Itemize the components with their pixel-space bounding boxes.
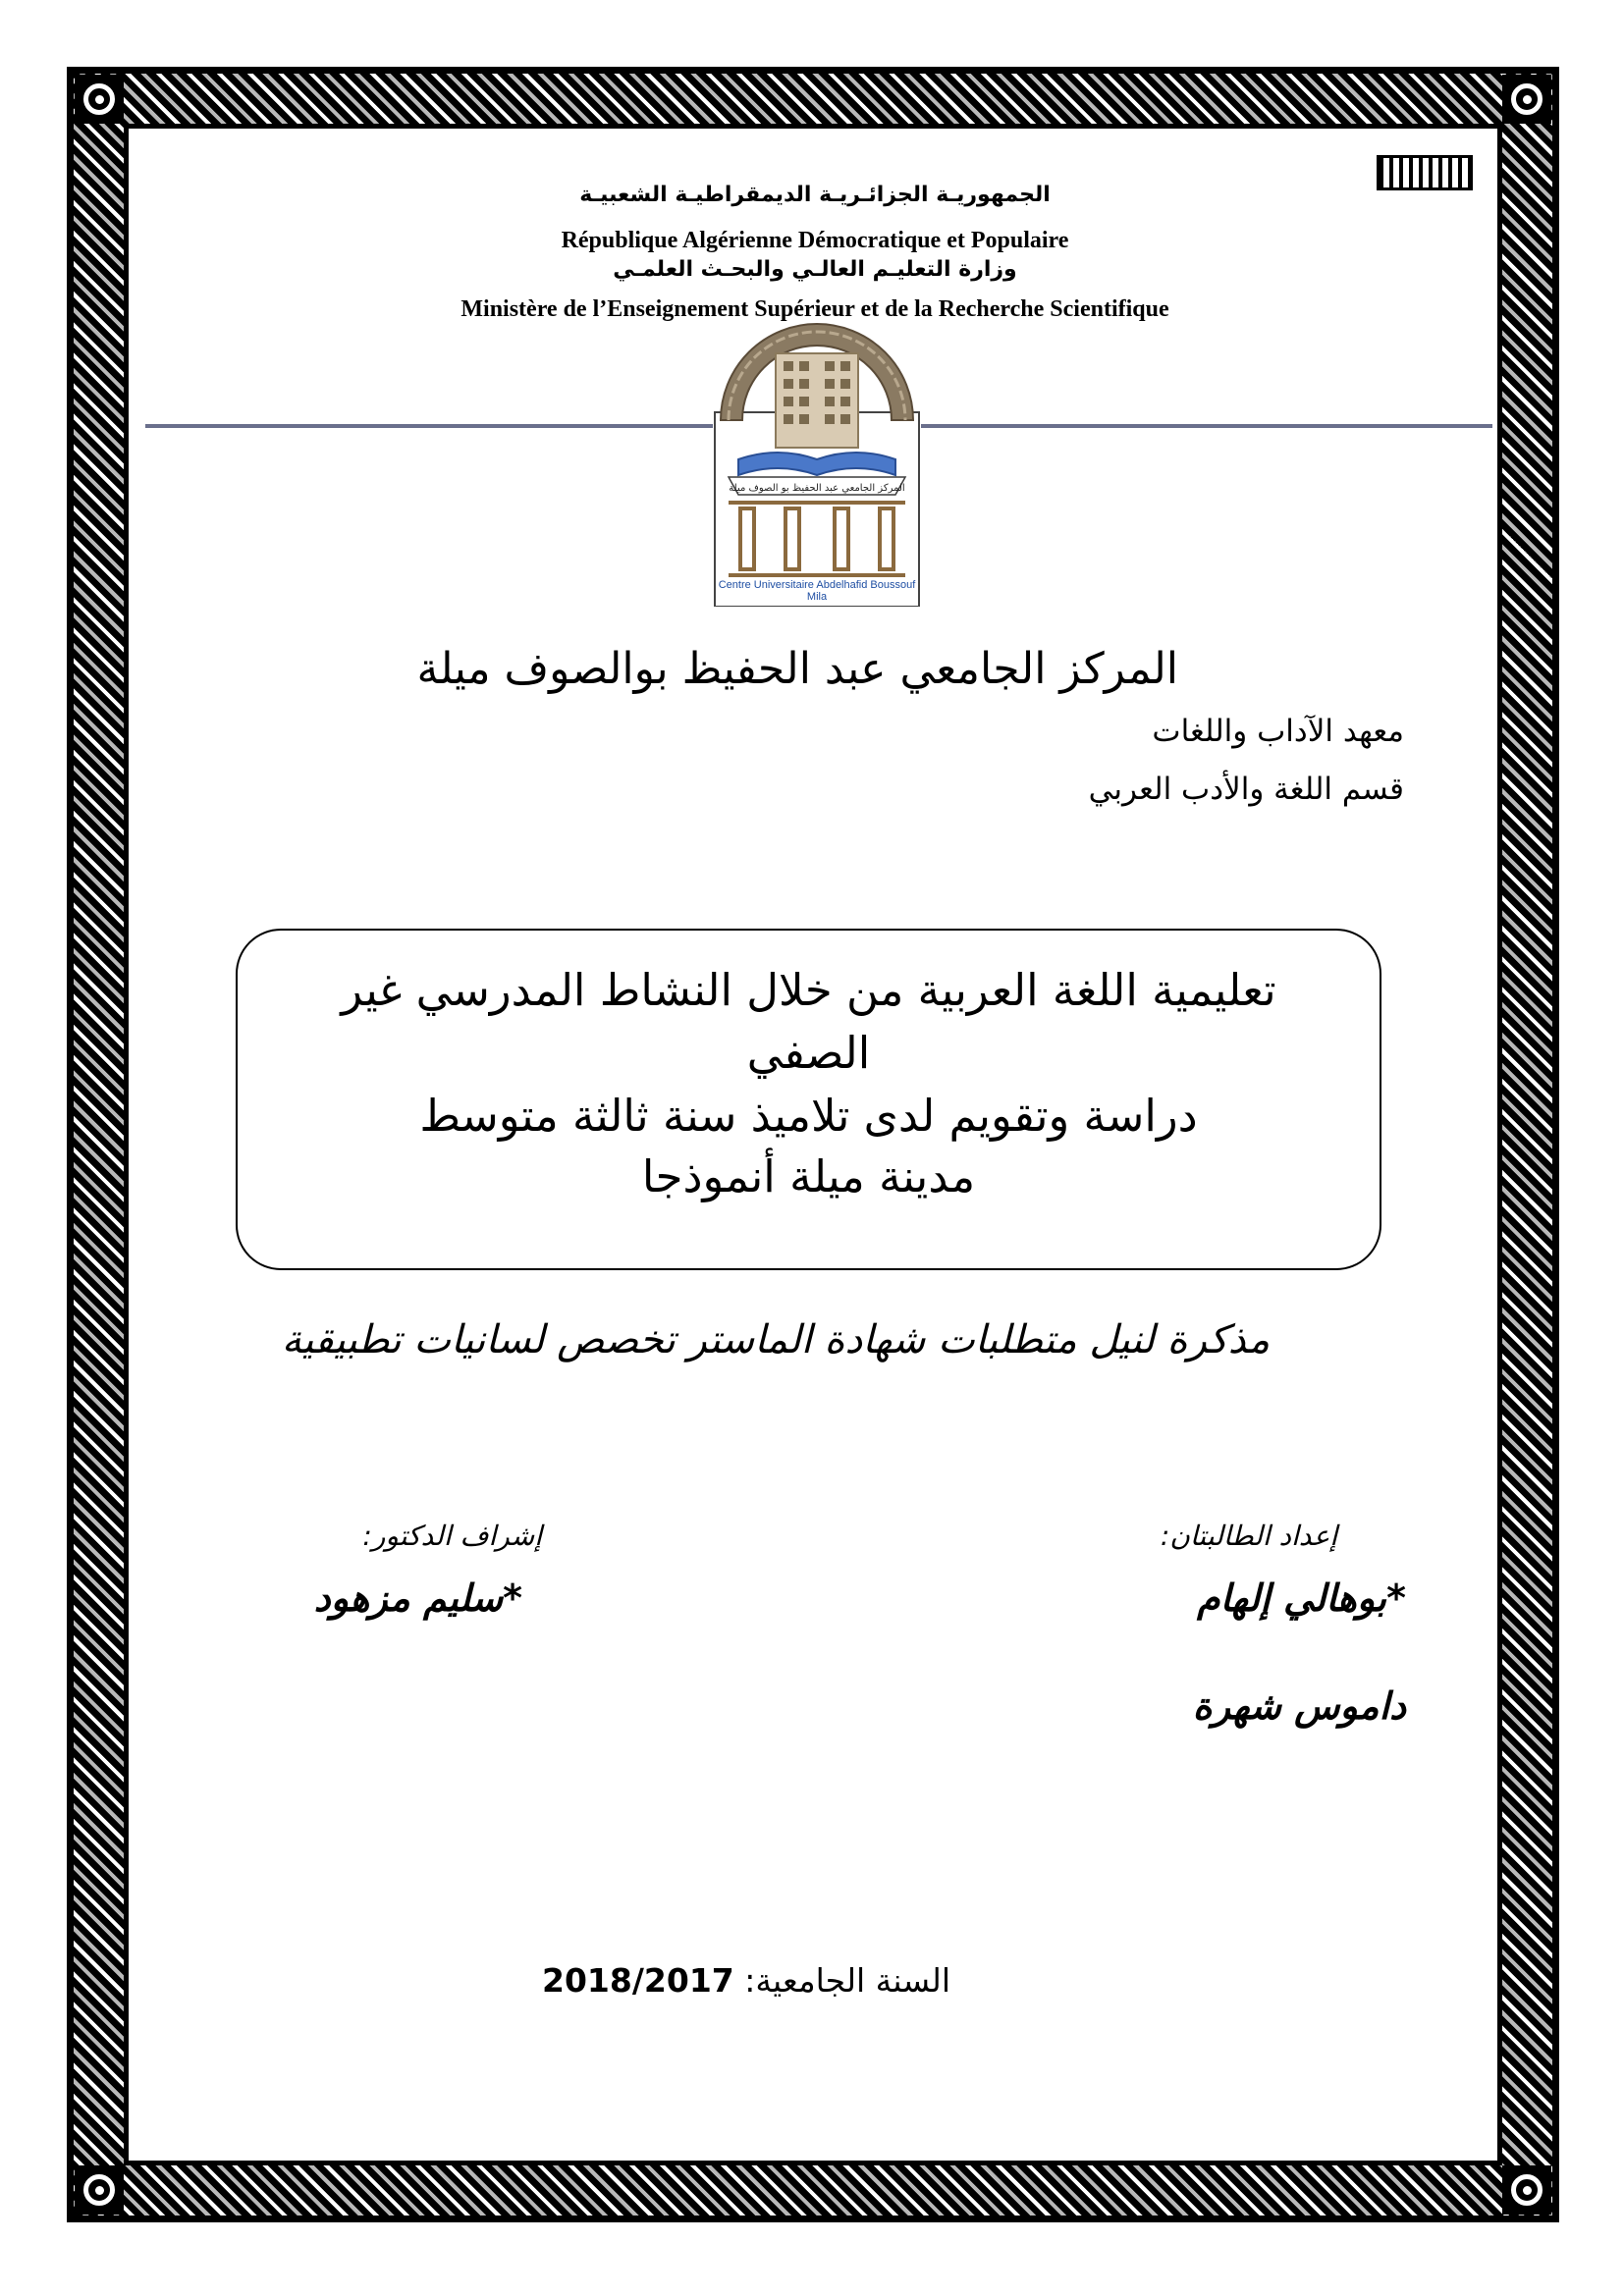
corner-ornament-icon — [1502, 2165, 1551, 2215]
republic-name-french: République Algérienne Démocratique et Populaire — [561, 228, 1069, 253]
barcode-icon — [1377, 155, 1473, 190]
department-name: قسم اللغة والأدب العربي — [1088, 772, 1404, 807]
thesis-subtitle-line: دراسة وتقويم لدى تلاميذ سنة ثالثة متوسط — [419, 1090, 1198, 1142]
student-name: *بوهالي إلهام — [1197, 1576, 1406, 1620]
corner-ornament-icon — [1502, 75, 1551, 124]
header-rule-right — [921, 424, 1492, 428]
academic-year — [491, 1961, 1001, 2000]
ministry-name-french: Ministère de l’Enseignement Supérieur et de la Recherche Scientifique — [460, 296, 1169, 322]
logo-caption: Centre Universitaire Abdelhafid Boussouf Mila — [718, 579, 916, 603]
corner-ornament-icon — [75, 2165, 124, 2215]
academic-year-value: 2018/2017 — [542, 1961, 734, 2000]
students-label: إعداد الطالبتان: — [1160, 1520, 1337, 1552]
thesis-degree-note: مذكرة لنيل متطلبات شهادة الماستر تخصص لسانيات تطبيقية — [281, 1317, 1271, 1362]
thesis-title-line: تعليمية اللغة العربية من خلال النشاط المدرسي غير — [341, 964, 1276, 1016]
ministry-name-arabic: وزارة التعليـم العالـي والبحـث العلمـي — [613, 257, 1017, 282]
svg-text:المركز الجامعي عبد الحفيظ بو ا: المركز الجامعي عبد الحفيظ بو الصوف ميلة — [729, 483, 905, 494]
supervisor-label: إشراف الدكتور: — [362, 1520, 542, 1552]
faculty-name: معهد الآداب واللغات — [1152, 714, 1404, 749]
university-logo — [699, 302, 935, 607]
institution-name: المركز الجامعي عبد الحفيظ بوالصوف ميلة — [416, 644, 1178, 694]
thesis-title-line: الصفي — [746, 1027, 871, 1079]
student-name: داموس شهرة — [1192, 1684, 1406, 1728]
thesis-subtitle-line: مدينة ميلة أنموذجا — [641, 1150, 976, 1202]
academic-year-label: السنة الجامعية: — [744, 1961, 950, 2000]
supervisor-name: *سليم مزهود — [313, 1576, 522, 1620]
header-rule-left — [145, 424, 713, 428]
republic-name-arabic: الجمهوريـة الجزائـريـة الديمقراطيـة الشعبيـة — [579, 183, 1051, 207]
corner-ornament-icon — [75, 75, 124, 124]
